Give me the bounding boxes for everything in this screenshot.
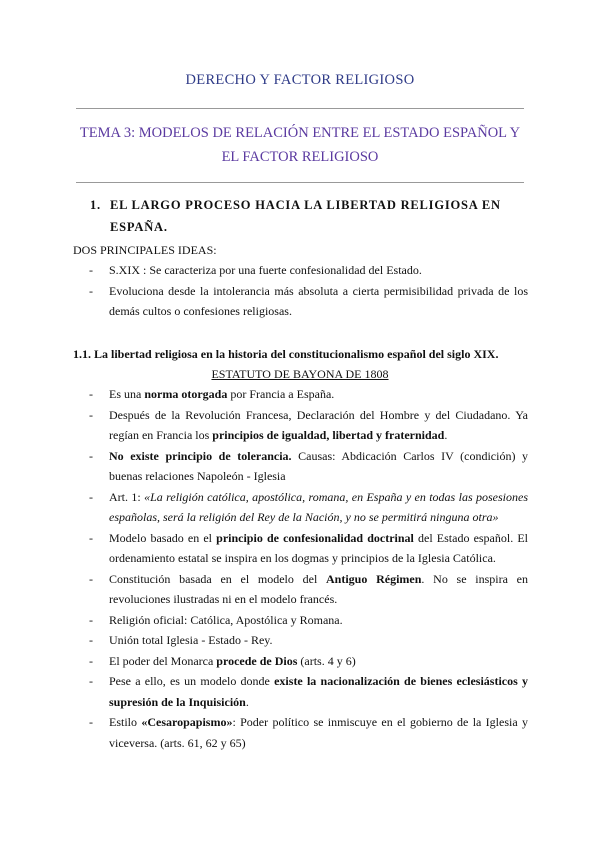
bullet-dash: - [89, 633, 93, 647]
document-title: DERECHO Y FACTOR RELIGIOSO [185, 72, 415, 88]
topic-title-line-1: TEMA 3: MODELOS DE RELACIÓN ENTRE EL ESTADO ESPAÑOL Y [79, 125, 521, 141]
section-1-heading-line-2: ESPAÑA. [110, 220, 168, 234]
section-1-heading-line-1: EL LARGO PROCESO HACIA LA LIBERTAD RELIGIOSA EN [110, 198, 501, 212]
section-1-bullet-list [73, 260, 528, 322]
bullet-dash: - [89, 387, 93, 401]
bullet-dash: - [89, 263, 93, 277]
bullet-dash: - [89, 489, 93, 504]
estatuto-bullet-list [73, 384, 528, 753]
list-item: - Unión total Iglesia - Estado - Rey. [73, 630, 528, 651]
list-item: - No existe principio de tolerancia. Causas: Abdicación Carlos IV (condición) y buenas relaciones Napoleón - Iglesia [73, 446, 528, 487]
bullet-dash: - [89, 715, 93, 729]
section-1-1-subheading: ESTATUTO DE BAYONA DE 1808 [211, 367, 389, 381]
bullet-dash: - [89, 283, 93, 298]
topic-title [70, 121, 530, 169]
topic-divider [76, 182, 524, 183]
list-item: - Estilo «Cesaropapismo»: Poder político se inmiscuye en el gobierno de la Iglesia y viceversa. (arts. 61, 62 y 65) [73, 712, 528, 753]
list-item: - Constitución basada en el modelo del Antiguo Régimen. No se inspira en revoluciones ilustradas ni en el modelo francés. [73, 569, 528, 610]
list-item: - Art. 1: «La religión católica, apostólica, romana, en España y en todas las posesiones españolas, será la religión del Rey de la Nación, y no se permitirá ninguna otra» [73, 487, 528, 528]
bullet-dash: - [89, 407, 93, 422]
bullet-dash: - [89, 653, 93, 668]
list-item: - Después de la Revolución Francesa, Declaración del Hombre y del Ciudadano. Ya regían en Francia los principios de igualdad, libertad y fraternidad. [73, 405, 528, 446]
list-item: - Modelo basado en el principio de confesionalidad doctrinal del Estado español. El ordenamiento estatal se inspira en los dogmas y principios de la Iglesia Católica. [73, 528, 528, 569]
section-1-number: 1. [90, 198, 101, 212]
bullet-dash: - [89, 674, 93, 688]
section-1-1-heading: 1.1. La libertad religiosa en la historia del constitucionalismo español del siglo XIX. [73, 347, 499, 361]
list-item: - S.XIX : Se caracteriza por una fuerte confesionalidad del Estado. [73, 260, 528, 281]
topic-title-line-2: EL FACTOR RELIGIOSO [221, 149, 379, 165]
list-item: - Evoluciona desde la intolerancia más absoluta a cierta permisibilidad privada de los demás cultos o confesiones religiosas. [73, 281, 528, 322]
title-divider [76, 108, 524, 109]
section-1-heading [90, 194, 526, 238]
bullet-dash: - [89, 612, 93, 627]
list-item: - El poder del Monarca procede de Dios (arts. 4 y 6) [73, 651, 528, 672]
list-item: - Pese a ello, es un modelo donde existe la nacionalización de bienes eclesiásticos y supresión de la Inquisición. [73, 671, 528, 712]
list-item: - Religión oficial: Católica, Apostólica y Romana. [73, 610, 528, 631]
bullet-dash: - [89, 530, 93, 545]
section-1-lead: DOS PRINCIPALES IDEAS: [73, 243, 217, 257]
bullet-dash: - [89, 448, 93, 463]
bullet-dash: - [89, 571, 93, 586]
list-item: - Es una norma otorgada por Francia a España. [73, 384, 528, 405]
